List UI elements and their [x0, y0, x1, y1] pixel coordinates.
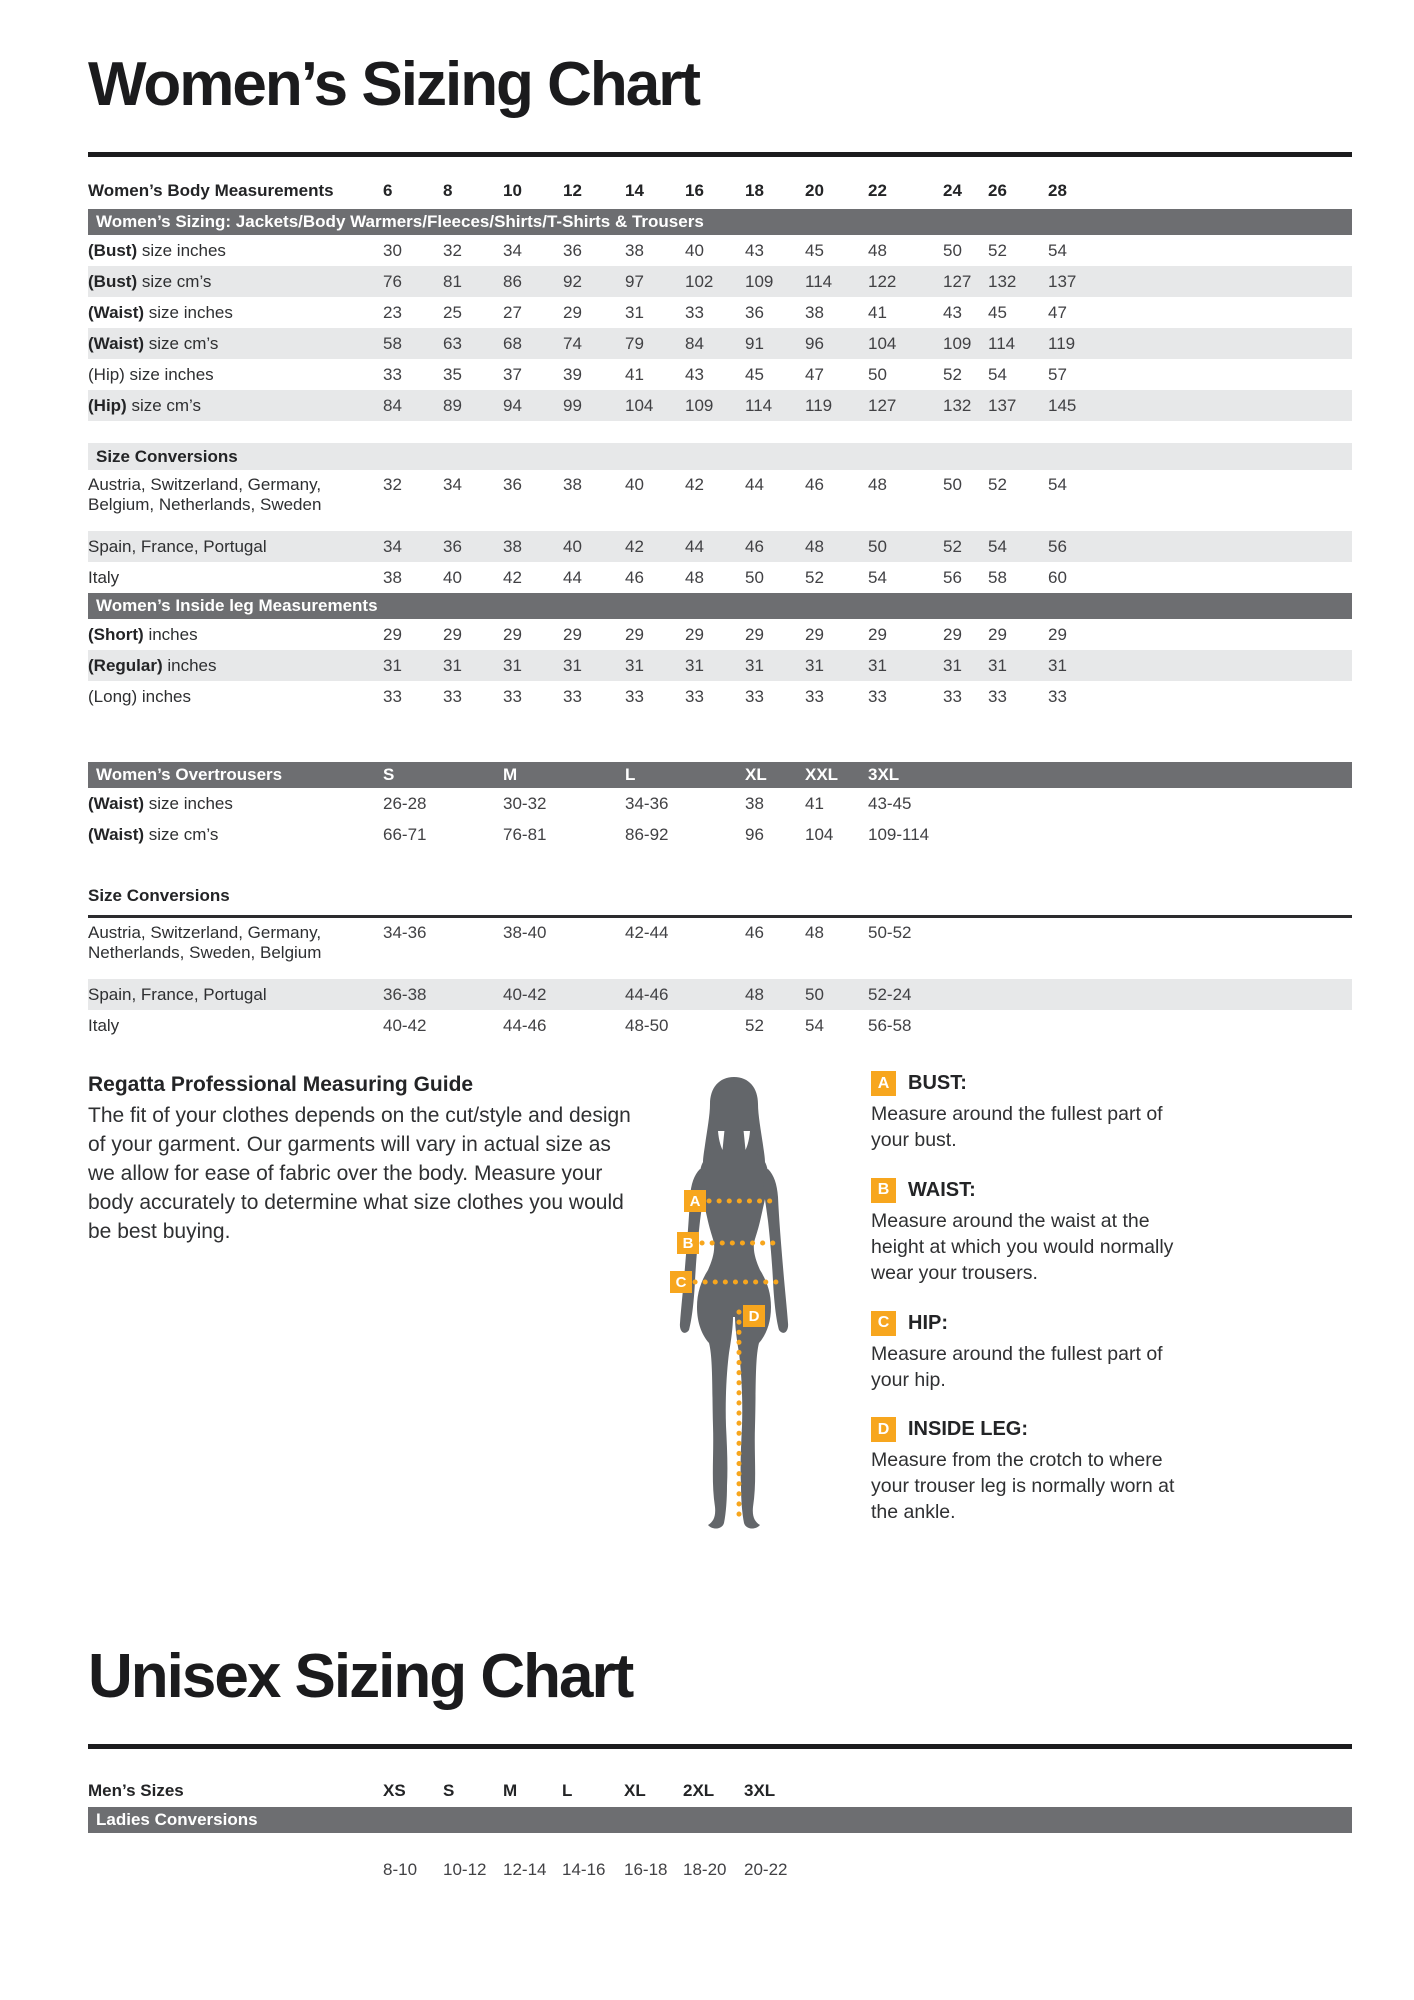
- spacer-row: [88, 421, 1352, 443]
- table-header-label: Women’s Body Measurements: [88, 181, 334, 201]
- spacer-row: [88, 850, 1352, 872]
- svg-text:D: D: [748, 1308, 760, 1325]
- section-band-label: Ladies Conversions: [88, 1807, 855, 1833]
- size-value: 137: [1048, 266, 1352, 297]
- size-value: 145: [1048, 390, 1352, 421]
- size-value: 40-42: [503, 979, 625, 1010]
- size-value: 36: [563, 240, 582, 260]
- row-label: (Long) inches: [88, 686, 192, 706]
- size-value: 56: [943, 567, 962, 587]
- size-value: 48: [745, 979, 805, 1010]
- table-row: [88, 470, 1352, 531]
- size-value: 76-81: [503, 824, 547, 844]
- womens-chart-title: Women’s Sizing Chart: [88, 50, 700, 119]
- female-silhouette-diagram: [629, 1071, 839, 1541]
- size-value: 33: [685, 686, 704, 706]
- size-value: 33: [563, 686, 582, 706]
- size-value: 45: [988, 302, 1007, 322]
- size-column-header: 14: [625, 181, 644, 201]
- row-label: (Bust) size inches: [88, 240, 226, 260]
- size-value: 38: [805, 302, 824, 322]
- definition-term: HIP:: [908, 1311, 948, 1334]
- size-column-header: 22: [868, 181, 887, 201]
- size-value: 109: [745, 266, 805, 297]
- size-value: 23: [383, 302, 402, 322]
- size-column-header: XS: [383, 1781, 406, 1801]
- table-row: [88, 1010, 1352, 1041]
- definition-bust: [871, 1071, 1201, 1154]
- size-value: 127: [868, 390, 943, 421]
- row-label: Spain, France, Portugal: [88, 979, 383, 1010]
- size-value: 44-46: [503, 1015, 547, 1035]
- size-column-header: 6: [383, 181, 393, 201]
- size-value: 33: [805, 686, 824, 706]
- size-value: 40: [443, 567, 462, 587]
- size-value: 50: [943, 240, 962, 260]
- size-value: 10-12: [443, 1859, 487, 1879]
- size-value: 33: [383, 364, 402, 384]
- size-value: 132: [943, 390, 988, 421]
- size-value: 52: [745, 1015, 764, 1035]
- size-value: 16-18: [624, 1859, 668, 1879]
- row-label: Austria, Switzerland, Germany, Belgium, Netherlands, Sweden: [88, 475, 322, 514]
- measuring-guide-section: [88, 1071, 1352, 1550]
- table-row: [88, 390, 1352, 421]
- row-label: (Waist) size inches: [88, 793, 233, 813]
- size-value: 31: [868, 650, 943, 681]
- size-value: 29: [685, 624, 704, 644]
- size-value: 56-58: [868, 1015, 912, 1035]
- size-value: 20-22: [744, 1859, 788, 1879]
- size-value: 46: [805, 475, 824, 494]
- size-value: 33: [625, 686, 644, 706]
- size-value: 41: [805, 793, 824, 813]
- size-value: 54: [868, 567, 887, 587]
- size-value: 40: [625, 475, 644, 494]
- definition-term: BUST:: [908, 1072, 967, 1094]
- size-value: 42: [625, 531, 685, 562]
- size-value: 44: [563, 567, 582, 587]
- row-label: (Short) inches: [88, 624, 198, 644]
- badge-b-icon: B: [871, 1178, 896, 1203]
- size-column-header: L: [562, 1781, 573, 1801]
- size-value: 36-38: [383, 979, 503, 1010]
- table-row: [88, 531, 1352, 562]
- size-value: 91: [745, 328, 805, 359]
- measurement-definitions: [871, 1071, 1201, 1550]
- size-value: 104: [625, 390, 685, 421]
- mens-sizes-label: Men’s Sizes: [88, 1781, 184, 1801]
- size-value: 38: [503, 531, 563, 562]
- size-value: 29: [563, 624, 582, 644]
- ladies-conversions-band: [88, 1807, 1352, 1833]
- size-column-header: 24: [943, 181, 962, 201]
- size-value: 109: [685, 390, 745, 421]
- size-value: 96: [745, 824, 764, 844]
- table-row: [88, 328, 1352, 359]
- definition-text: Measure around the fullest part of your bust.: [871, 1103, 1163, 1151]
- size-value: 46: [745, 923, 764, 942]
- size-value: 50-52: [868, 923, 912, 942]
- size-value: 39: [563, 364, 582, 384]
- badge-d-icon: D: [871, 1417, 896, 1442]
- size-column-header: 20: [805, 181, 824, 201]
- size-value: 33: [745, 686, 764, 706]
- size-value: 76: [383, 266, 443, 297]
- definition-text: Measure around the waist at the height at which you would normally wear your trousers.: [871, 1209, 1174, 1284]
- size-value: 35: [443, 364, 462, 384]
- table-row: [88, 619, 1352, 650]
- row-label: [88, 1833, 383, 1889]
- table-row: [88, 979, 1352, 1010]
- badge-a-icon: A: [871, 1071, 896, 1096]
- size-value: 58: [383, 328, 443, 359]
- size-value: 54: [1048, 475, 1067, 494]
- table-row: [88, 681, 1352, 712]
- size-value: 33: [988, 686, 1007, 706]
- size-value: 31: [625, 650, 685, 681]
- size-value: 29: [625, 624, 644, 644]
- size-value: 96: [805, 328, 868, 359]
- size-value: 32: [383, 475, 402, 494]
- size-value: 132: [988, 266, 1048, 297]
- definition-term: WAIST:: [908, 1178, 976, 1201]
- definition-text: Measure from the crotch to where your trouser leg is normally worn at the ankle.: [871, 1449, 1175, 1524]
- size-value: 60: [1048, 567, 1067, 587]
- section-band-womens-sizing: [88, 209, 1352, 235]
- size-value: 43: [685, 364, 704, 384]
- size-value: 109: [943, 328, 988, 359]
- section-band-label: Women’s Overtrousers: [88, 762, 383, 788]
- size-value: 48: [868, 240, 887, 260]
- row-label: (Hip) size cm’s: [88, 390, 383, 421]
- size-value: 31: [383, 650, 443, 681]
- size-column-header: 18: [745, 181, 764, 201]
- size-value: 46: [745, 531, 805, 562]
- table-row: [88, 562, 1352, 593]
- size-value: 34: [503, 240, 522, 260]
- size-conversions-heading: Size Conversions: [88, 443, 1352, 470]
- size-value: 33: [443, 686, 462, 706]
- table-row: [88, 235, 1352, 266]
- table-row: [88, 266, 1352, 297]
- size-value: 29: [563, 302, 582, 322]
- definition-term: INSIDE LEG:: [908, 1418, 1029, 1441]
- size-value: 30: [383, 240, 402, 260]
- size-value: 86: [503, 266, 563, 297]
- size-value: 43: [943, 302, 962, 322]
- row-label: (Waist) size cm’s: [88, 824, 219, 844]
- size-column-header: S: [443, 1781, 455, 1801]
- size-value: 36: [503, 475, 522, 494]
- size-value: 48: [805, 531, 868, 562]
- size-value: 109-114: [868, 824, 930, 844]
- size-value: 40: [685, 240, 704, 260]
- size-value: 34-36: [383, 923, 427, 942]
- size-value: 29: [1048, 624, 1067, 644]
- size-value: 92: [563, 266, 625, 297]
- row-label: (Regular) inches: [88, 650, 383, 681]
- measuring-guide-body: The fit of your clothes depends on the cut/style and design of your garment. Our garments will vary in actual size as we allow for ease of fabric over the body. Measure your body accurately to determine what size clothes you would be best buying.: [88, 1103, 631, 1243]
- size-value: 38: [625, 240, 644, 260]
- unisex-chart-title: Unisex Sizing Chart: [88, 1642, 633, 1712]
- svg-text:B: B: [682, 1235, 694, 1252]
- size-value: 54: [988, 364, 1007, 384]
- size-column-header: 28: [1048, 181, 1067, 201]
- size-value: 29: [988, 624, 1007, 644]
- size-value: 86-92: [625, 824, 669, 844]
- size-value: 50: [745, 567, 764, 587]
- size-value: 41: [868, 302, 887, 322]
- definition-text: Measure around the fullest part of your hip.: [871, 1342, 1163, 1391]
- size-value: 84: [383, 390, 443, 421]
- size-value: 26-28: [383, 793, 427, 813]
- size-value: 37: [503, 364, 522, 384]
- size-value: 31: [685, 650, 745, 681]
- size-value: 47: [1048, 302, 1067, 322]
- table-row: [88, 359, 1352, 390]
- size-column-header: 26: [988, 181, 1007, 201]
- size-value: 36: [443, 531, 503, 562]
- row-label: Italy: [88, 567, 120, 587]
- size-column-header: XXL: [805, 762, 868, 788]
- size-value: 52: [805, 567, 824, 587]
- size-value: 18-20: [683, 1859, 727, 1879]
- size-value: 42: [685, 475, 704, 494]
- size-value: 31: [563, 650, 625, 681]
- size-column-header: 12: [563, 181, 582, 201]
- section-band-inside-leg: [88, 593, 1352, 619]
- size-value: 52: [943, 364, 962, 384]
- size-value: 45: [805, 240, 824, 260]
- size-value: 8-10: [383, 1859, 418, 1879]
- size-value: 31: [443, 650, 503, 681]
- size-value: 48: [868, 475, 887, 494]
- table-row: [88, 788, 1352, 819]
- size-value: 43: [745, 240, 764, 260]
- size-value: 119: [1048, 328, 1352, 359]
- size-value: 31: [503, 650, 563, 681]
- size-value: 27: [503, 302, 522, 322]
- row-label: (Hip) size inches: [88, 364, 214, 384]
- size-value: 31: [625, 302, 644, 322]
- size-column-header: M: [503, 762, 625, 788]
- measuring-guide-text: [88, 1071, 633, 1247]
- size-value: 29: [503, 624, 522, 644]
- size-value: 94: [503, 390, 563, 421]
- size-column-header: L: [625, 762, 745, 788]
- size-value: 104: [805, 824, 834, 844]
- size-conversions-heading: Size Conversions: [88, 872, 1352, 917]
- section-band-label: Women’s Inside leg Measurements: [88, 593, 1352, 619]
- size-value: 34-36: [625, 793, 669, 813]
- table-row: [88, 297, 1352, 328]
- size-value: 46: [625, 567, 644, 587]
- size-value: 25: [443, 302, 462, 322]
- measuring-figure: [629, 1071, 839, 1546]
- size-value: 50: [868, 364, 887, 384]
- size-value: 57: [1048, 364, 1067, 384]
- size-value: 127: [943, 266, 988, 297]
- size-value: 33: [943, 686, 962, 706]
- badge-c-icon: C: [871, 1311, 896, 1336]
- size-value: 29: [943, 624, 962, 644]
- ladies-conversions-values-row: [88, 1833, 1352, 1889]
- size-value: 31: [745, 650, 805, 681]
- size-value: 44-46: [625, 979, 745, 1010]
- size-value: 122: [868, 266, 943, 297]
- size-value: 50: [805, 979, 868, 1010]
- size-value: 58: [988, 567, 1007, 587]
- table-row: [88, 819, 1352, 850]
- size-value: 42-44: [625, 923, 669, 942]
- size-value: 89: [443, 390, 503, 421]
- size-header-row: [88, 173, 1352, 209]
- size-value: 47: [805, 364, 824, 384]
- size-value: 137: [988, 390, 1048, 421]
- size-value: 68: [503, 328, 563, 359]
- title-divider-rule: [88, 152, 1352, 157]
- row-label: Spain, France, Portugal: [88, 531, 383, 562]
- section-band-label: Women’s Sizing: Jackets/Body Warmers/Fleeces/Shirts/T-Shirts & Trousers: [88, 209, 1352, 235]
- svg-text:C: C: [675, 1274, 687, 1291]
- size-value: 38: [383, 567, 402, 587]
- size-value: 102: [685, 266, 745, 297]
- size-value: 36: [745, 302, 764, 322]
- size-value: 29: [443, 624, 462, 644]
- size-value: 12-14: [503, 1859, 547, 1879]
- size-value: 29: [805, 624, 824, 644]
- size-value: 74: [563, 328, 625, 359]
- mens-sizes-header-row: [88, 1775, 1352, 1807]
- size-value: 56: [1048, 531, 1352, 562]
- size-value: 50: [943, 475, 962, 494]
- table-row: [88, 650, 1352, 681]
- size-value: 29: [868, 624, 887, 644]
- size-value: 44: [745, 475, 764, 494]
- size-column-header: XL: [624, 1781, 646, 1801]
- size-value: 40-42: [383, 1015, 427, 1035]
- womens-overtrousers-table: [88, 762, 1352, 1041]
- size-column-header: 2XL: [683, 1781, 715, 1801]
- overtrousers-band-row: [88, 762, 1352, 788]
- size-value: 31: [988, 650, 1048, 681]
- size-value: 38-40: [503, 923, 547, 942]
- size-value: 50: [868, 531, 943, 562]
- size-value: 48-50: [625, 1015, 669, 1035]
- size-value: 33: [868, 686, 887, 706]
- size-value: 52-24: [868, 979, 1352, 1010]
- definition-hip: [871, 1311, 1201, 1394]
- size-value: 42: [503, 567, 522, 587]
- size-value: 54: [805, 1015, 824, 1035]
- size-value: 31: [805, 650, 868, 681]
- size-value: 31: [1048, 650, 1352, 681]
- size-column-header: XL: [745, 762, 805, 788]
- size-value: 66-71: [383, 824, 427, 844]
- size-value: 97: [625, 266, 685, 297]
- size-value: 54: [988, 531, 1048, 562]
- size-value: 29: [745, 624, 764, 644]
- size-column-header: 16: [685, 181, 704, 201]
- size-value: 34: [443, 475, 462, 494]
- definition-waist: [871, 1178, 1201, 1287]
- size-value: 33: [685, 302, 704, 322]
- size-value: 104: [868, 328, 943, 359]
- size-value: 30-32: [503, 793, 547, 813]
- size-column-header: 3XL: [744, 1781, 776, 1801]
- size-value: 14-16: [562, 1859, 606, 1879]
- size-value: 44: [685, 531, 745, 562]
- size-value: 48: [805, 923, 824, 942]
- size-value: 45: [745, 364, 764, 384]
- size-value: 32: [443, 240, 462, 260]
- unisex-sizing-table: [88, 1775, 1352, 1889]
- definition-inside-leg: [871, 1417, 1201, 1526]
- size-column-header: 3XL: [868, 762, 1352, 788]
- size-value: 79: [625, 328, 685, 359]
- size-value: 31: [943, 650, 988, 681]
- measuring-guide-title: Regatta Professional Measuring Guide: [88, 1073, 474, 1096]
- svg-text:A: A: [689, 1193, 701, 1210]
- size-value: 40: [563, 531, 625, 562]
- size-column-header: 10: [503, 181, 522, 201]
- size-value: 33: [1048, 686, 1067, 706]
- size-value: 63: [443, 328, 503, 359]
- row-label: Italy: [88, 1015, 120, 1035]
- title-divider-rule: [88, 1744, 1352, 1749]
- size-column-header: 8: [443, 181, 453, 201]
- size-value: 41: [625, 364, 644, 384]
- size-value: 52: [943, 531, 988, 562]
- size-value: 54: [1048, 240, 1067, 260]
- size-value: 29: [383, 624, 402, 644]
- size-value: 99: [563, 390, 625, 421]
- womens-body-measurements-table: [88, 173, 1352, 712]
- size-value: 43-45: [868, 793, 912, 813]
- size-value: 119: [805, 390, 868, 421]
- size-value: 38: [563, 475, 582, 494]
- size-value: 48: [685, 567, 704, 587]
- size-value: 52: [988, 240, 1007, 260]
- size-column-header: M: [503, 1781, 518, 1801]
- row-label: Austria, Switzerland, Germany, Netherlands, Sweden, Belgium: [88, 923, 322, 962]
- size-value: 34: [383, 531, 443, 562]
- size-value: 52: [988, 475, 1007, 494]
- size-value: 114: [988, 328, 1048, 359]
- size-column-header: S: [383, 762, 503, 788]
- size-value: 114: [745, 390, 805, 421]
- size-value: 33: [503, 686, 522, 706]
- row-label: (Bust) size cm’s: [88, 266, 383, 297]
- size-value: 33: [383, 686, 402, 706]
- size-value: 81: [443, 266, 503, 297]
- size-value: 84: [685, 328, 745, 359]
- table-row: [88, 917, 1352, 980]
- row-label: (Waist) size inches: [88, 302, 233, 322]
- size-value: 114: [805, 266, 868, 297]
- size-value: 38: [745, 793, 764, 813]
- row-label: (Waist) size cm’s: [88, 328, 383, 359]
